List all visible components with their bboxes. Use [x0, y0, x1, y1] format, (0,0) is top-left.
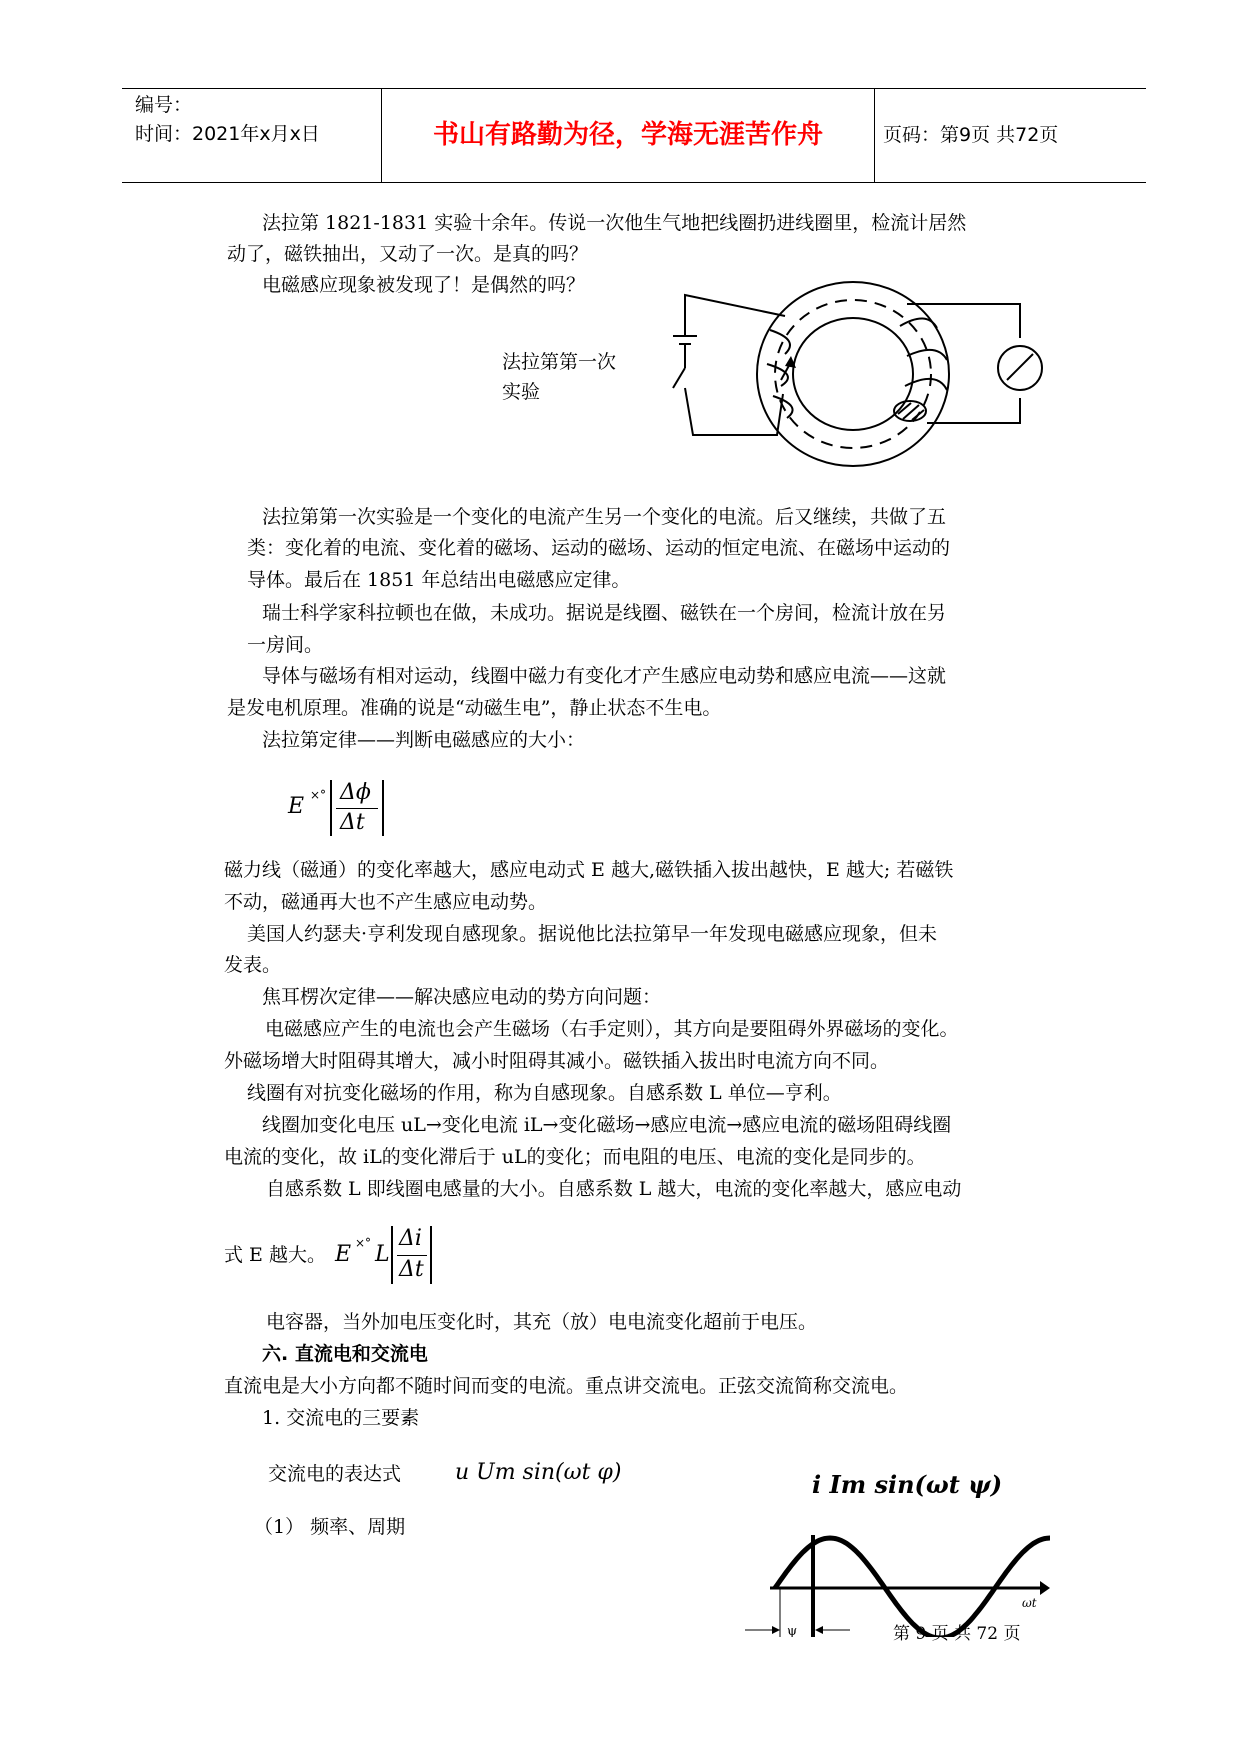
faraday-experiment-figure	[665, 268, 1060, 480]
header-motto: 书山有路勤为径，学海无涯苦作舟	[432, 120, 823, 150]
formula-symbol: E	[335, 1242, 352, 1267]
header-meta	[135, 91, 320, 149]
page-footer: 第 9 页 共 72 页	[893, 1624, 1021, 1644]
paragraph-line: 动了，磁铁抽出，又动了一次。是真的吗？	[227, 243, 589, 265]
fraction-bar	[336, 808, 378, 809]
figure-caption: 法拉第第一次	[502, 351, 617, 373]
paragraph-line: 美国人约瑟夫·亨利发现自感现象。据说他比法拉第早一年发现电磁感应现象，但未	[247, 923, 938, 945]
phase-arrow-right-head	[815, 1626, 823, 1634]
phase-arrow-left-head	[772, 1626, 780, 1634]
phase-label: ψ	[787, 1624, 798, 1637]
paragraph-line: 电流的变化，故 iL的变化滞后于 uL的变化；而电阻的电压、电流的变化是同步的。	[224, 1146, 926, 1168]
paragraph-line: 线圈有对抗变化磁场的作用，称为自感现象。自感系数 L 单位—亨利。	[247, 1082, 842, 1104]
paragraph-line: 瑞士科学家科拉顿也在做，未成功。据说是线圈、磁铁在一个房间，检流计放在另	[262, 602, 947, 624]
paragraph-line: 法拉第 1821-1831 实验十余年。传说一次他生气地把线圈扔进线圈里，检流计居然	[262, 212, 967, 234]
abs-bar	[330, 780, 332, 836]
paragraph-line: 导体与磁场有相对运动，线圈中磁力有变化才产生感应电动势和感应电流——这就	[262, 665, 947, 687]
formula-symbol: E	[288, 794, 305, 819]
formula-denominator: Δt	[340, 810, 365, 835]
section-heading: 六. 直流电和交流电	[262, 1343, 428, 1365]
paragraph-line: 式 E 越大。	[224, 1244, 326, 1266]
fraction-bar	[397, 1255, 427, 1256]
self-induction-formula	[335, 1226, 435, 1284]
graph-title: i Im sin(ωt ψ)	[812, 1470, 1003, 1499]
paragraph-line: 一房间。	[247, 634, 324, 656]
formula-numerator: Δϕ	[340, 780, 371, 805]
paragraph-line: 直流电是大小方向都不随时间而变的电流。重点讲交流电。正弦交流简称交流电。	[224, 1375, 909, 1397]
header-divider	[381, 89, 382, 182]
ac-voltage-formula: u Um sin(ωt φ)	[455, 1460, 622, 1485]
paragraph-line: 电磁感应产生的电流也会产生磁场（右手定则），其方向是要阻碍外界磁场的变化。	[265, 1018, 959, 1040]
time-label: 时间：2021年x月x日	[135, 123, 320, 145]
paragraph-line: 导体。最后在 1851 年总结出电磁感应定律。	[247, 569, 631, 591]
abs-bar	[430, 1226, 432, 1284]
paragraph-line: 线圈加变化电压 uL→变化电流 iL→变化磁场→感应电流→感应电流的磁场阻碍线圈	[262, 1114, 952, 1136]
paragraph-line: 电容器，当外加电压变化时，其充（放）电电流变化超前于电压。	[266, 1311, 818, 1333]
formula-denominator: Δt	[399, 1257, 424, 1282]
sine-wave-chart	[740, 1515, 1050, 1637]
paragraph-line: 电磁感应现象被发现了！是偶然的吗？	[262, 274, 586, 296]
formula-symbol: L	[375, 1242, 390, 1267]
faraday-law-formula	[288, 780, 398, 836]
paragraph-line: 发表。	[224, 954, 282, 976]
paragraph-line: 磁力线（磁通）的变化率越大，感应电动式 E 越大,磁铁插入拔出越快，E 越大; 若磁铁	[224, 859, 954, 881]
list-item: 1. 交流电的三要素	[262, 1407, 420, 1429]
paragraph-line: 不动，磁通再大也不产生感应电动势。	[224, 891, 548, 913]
serial-label: 编号：	[135, 94, 193, 116]
paragraph-line: 类：变化着的电流、变化着的磁场、运动的磁场、运动的恒定电流、在磁场中运动的	[247, 537, 951, 559]
sub-item: （1） 频率、周期	[254, 1516, 406, 1538]
paragraph-line: 法拉第定律——判断电磁感应的大小：	[262, 729, 586, 751]
equals-glyph: ×°	[310, 788, 327, 802]
figure-caption: 实验	[502, 381, 541, 403]
abs-bar	[391, 1226, 393, 1284]
paragraph-line: 是发电机原理。准确的说是“动磁生电”，静止状态不生电。	[227, 697, 722, 719]
paragraph-line: 外磁场增大时阻碍其增大，减小时阻碍其减小。磁铁插入拔出时电流方向不同。	[224, 1050, 890, 1072]
x-axis-arrow	[1040, 1581, 1050, 1595]
paragraph-line: 法拉第第一次实验是一个变化的电流产生另一个变化的电流。后又继续，共做了五	[262, 506, 947, 528]
expression-label: 交流电的表达式	[268, 1463, 402, 1485]
header-page-label: 页码：第9页 共72页	[883, 124, 1059, 146]
header-divider	[874, 89, 875, 182]
page-header	[122, 88, 1146, 183]
paragraph-line: 自感系数 L 即线圈电感量的大小。自感系数 L 越大，电流的变化率越大，感应电动	[266, 1178, 962, 1200]
abs-bar	[382, 780, 384, 836]
formula-numerator: Δi	[399, 1226, 422, 1251]
x-axis-label: ωt	[1022, 1596, 1037, 1610]
equals-glyph: ×°	[355, 1236, 372, 1250]
paragraph-line: 焦耳楞次定律——解决感应电动的势方向问题：	[262, 986, 662, 1008]
